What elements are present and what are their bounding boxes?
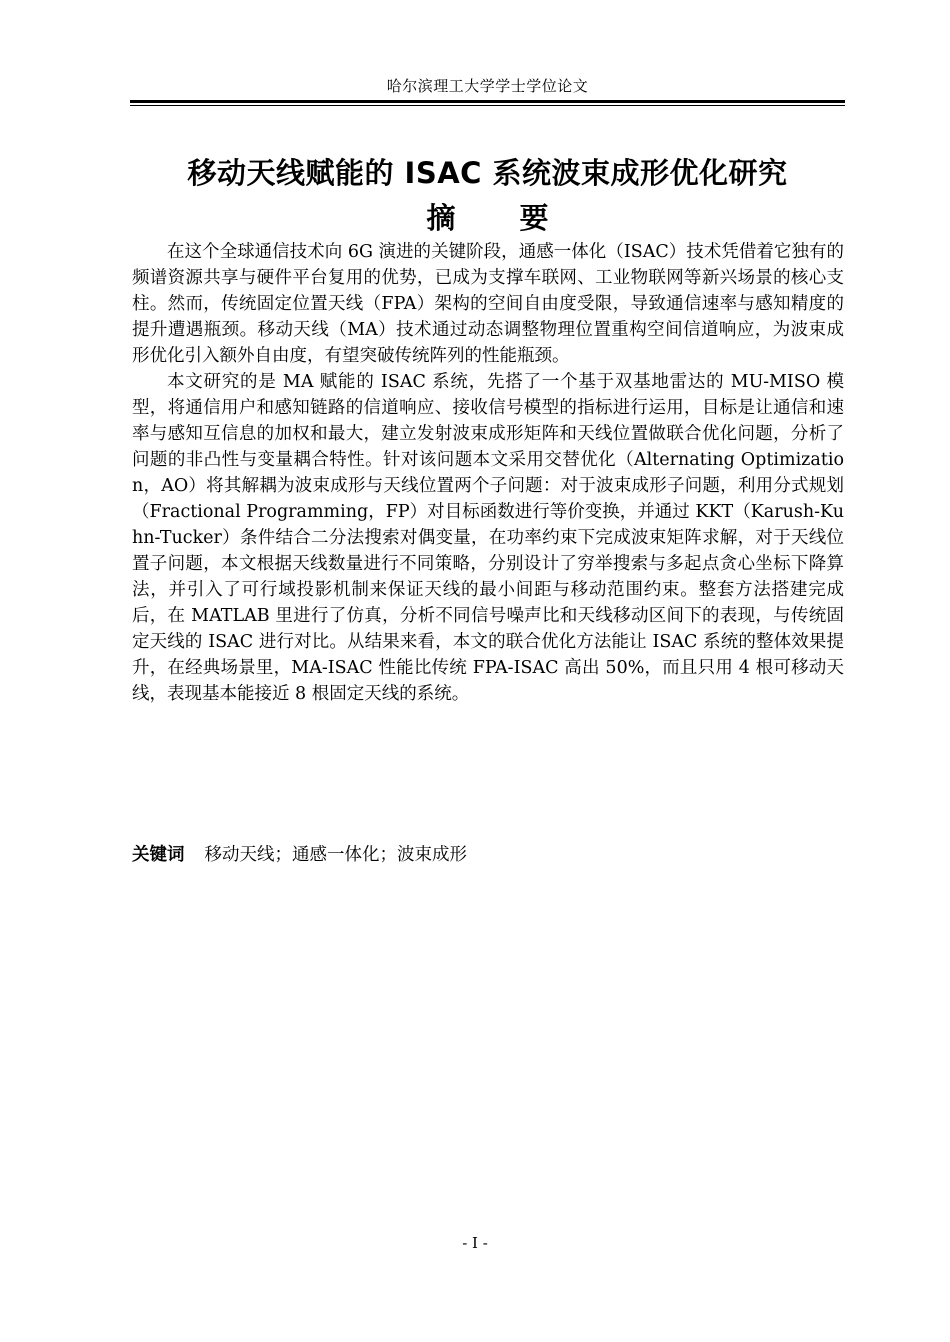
abstract-heading-right: 要 <box>519 201 549 235</box>
keywords-line <box>132 842 844 868</box>
abstract-heading <box>130 198 845 238</box>
keywords-label: 关键词 <box>132 845 185 865</box>
header-rule-thin <box>130 105 845 106</box>
running-header: 哈尔滨理工大学学士学位论文 <box>386 77 589 95</box>
abstract-paragraph-2: 本文研究的是 MA 赋能的 ISAC 系统，先搭了一个基于双基地雷达的 MU-MISO 模型，将通信用户和感知链路的信道响应、接收信号模型的指标进行运用，目标是让通信和速率与感知互信息的加权和最大，建立发射波束成形矩阵和天线位置做联合优化问题，分析了问题的非凸性与变量耦合特性。针对该问题本文采用交替优化（Alternating Optimization，AO）将其解耦为波束成形与天线位置两个子问题：对于波束成形子问题，利用分式规划（Fractional Programming，FP）对目标函数进行等价变换，并通过 KKT（Karush-Kuhn-Tucker）条件结合二分法搜索对偶变量，在功率约束下完成波束矩阵求解，对于天线位置子问题，本文根据天线数量进行不同策略，分别设计了穷举搜索与多起点贪心坐标下降算法，并引入了可行域投影机制来保证天线的最小间距与移动范围约束。整套方法搭建完成后，在 MATLAB 里进行了仿真，分析不同信号噪声比和天线移动区间下的表现，与传统固定天线的 ISAC 进行对比。从结果来看，本文的联合优化方法能让 ISAC 系统的整体效果提升，在经典场景里，MA-ISAC 性能比传统 FPA-ISAC 高出 50%，而且只用 4 根可移动天线，表现基本能接近 8 根固定天线的系统。 <box>132 372 844 704</box>
thesis-title: 移动天线赋能的 ISAC 系统波束成形优化研究 <box>187 156 788 190</box>
header-rule-thick <box>130 100 845 103</box>
abstract-paragraph-1: 在这个全球通信技术向 6G 演进的关键阶段，通感一体化（ISAC）技术凭借着它独有的频谱资源共享与硬件平台复用的优势，已成为支撑车联网、工业物联网等新兴场景的核心支柱。然而，传统固定位置天线（FPA）架构的空间自由度受限，导致通信速率与感知精度的提升遭遇瓶颈。移动天线（MA）技术通过动态调整物理位置重构空间信道响应，为波束成形优化引入额外自由度，有望突破传统阵列的性能瓶颈。 <box>132 242 844 366</box>
keywords-text: 移动天线；通感一体化；波束成形 <box>204 845 467 865</box>
abstract-body <box>132 239 844 707</box>
page-number: - I - <box>462 1234 488 1252</box>
abstract-heading-left: 摘 <box>426 201 456 235</box>
